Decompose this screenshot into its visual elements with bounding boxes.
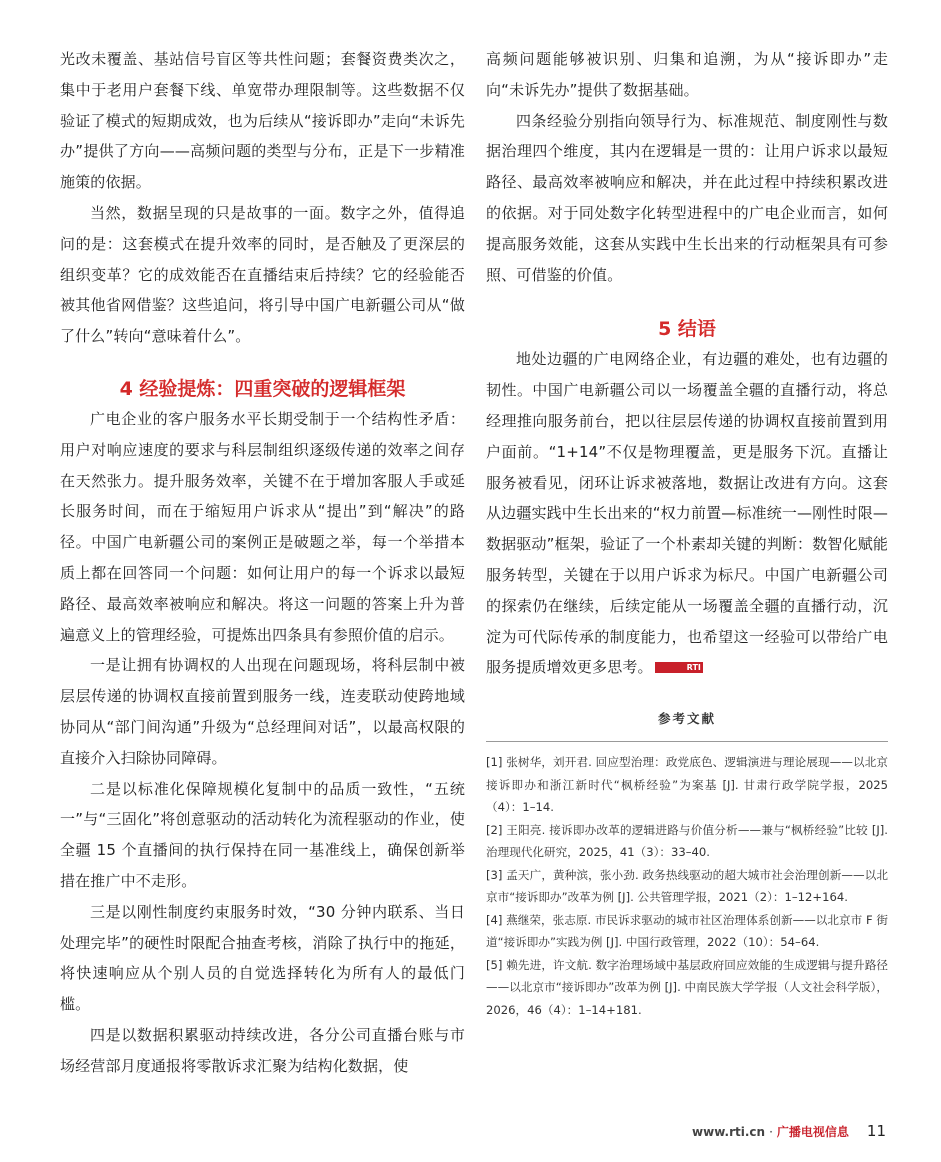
reference-item: [2] 王阳亮. 接诉即办改革的逻辑进路与价值分析——兼与“枫桥经验”比较 [J]. 治理现代化研究，2025，41（3）：33–40. [486, 822, 888, 860]
footer-site: www.rti.cn [692, 1125, 766, 1139]
page-footer [692, 1122, 886, 1140]
reference-item: [4] 燕继荣，张志原. 市民诉求驱动的城市社区治理体系创新——以北京市 F 街道“接诉即办”实践为例 [J]. 中国行政管理，2022（10）：54–64. [486, 912, 888, 950]
conclusion-text: 地处边疆的广电网络企业，有边疆的难处，也有边疆的韧性。中国广电新疆公司以一场覆盖全疆的直播行动，将总经理推向服务前台，把以往层层传递的协调权直接前置到用户面前。“1+14”不仅是物理覆盖，更是服务下沉。直播让服务被看见，闭环让诉求被落地，数据让改进有方向。这套从边疆实践中生长出来的“权力前置—标准统一—刚性时限—数据驱动”框架，验证了一个朴素却关键的判断：数智化赋能服务转型，关键在于以用户诉求为标尺。中国广电新疆公司的探索仍在继续，后续定能从一场覆盖全疆的直播行动，沉淀为可代际传承的制度能力，也希望这一经验可以带给广电服务提质增效更多思考。 [486, 350, 888, 677]
paragraph: 四是以数据积累驱动持续改进，各分公司直播台账与市场经营部月度通报将零散诉求汇聚为结构化数据，使 [60, 1025, 465, 1075]
rti-logo-icon: RTI [655, 662, 703, 673]
section-title-5: 5 结语 [658, 318, 716, 341]
paragraph: 三是以刚性制度约束服务时效，“30 分钟内联系、当日处理完毕”的硬性时限配合抽查考核，消除了执行中的拖延，将快速响应从个别人员的自觉选择转化为所有人的最低门槛。 [60, 902, 465, 1014]
references-list [486, 751, 888, 1021]
reference-item: [5] 赖先进，许文航. 数字治理场域中基层政府回应效能的生成逻辑与提升路径——以北京市“接诉即办”改革为例 [J]. 中南民族大学学报（人文社会科学版），2026，46（4）：1–14+181. [486, 957, 888, 1017]
paragraph: 广电企业的客户服务水平长期受制于一个结构性矛盾：用户对响应速度的要求与科层制组织逐级传递的效率之间存在天然张力。提升服务效率，关键不在于增加客服人手或延长服务时间，而在于缩短用户诉求从“提出”到“解决”的路径。中国广电新疆公司的案例正是破题之举，每一个举措本质上都在回答同一个问题：如何让用户的每一个诉求以最短路径、最高效率被响应和解决。将这一问题的答案上升为普遍意义上的管理经验，可提炼出四条具有参照价值的启示。 [60, 409, 465, 644]
paragraph: 高频问题能够被识别、归集和追溯，为从“接诉即办”走向“未诉先办”提供了数据基础。 [486, 50, 888, 99]
paragraph: 当然，数据呈现的只是故事的一面。数字之外，值得追问的是：这套模式在提升效率的同时，是否触及了更深层的组织变革？它的成效能否在直播结束后持续？它的经验能否被其他省网借鉴？这些追问，将引导中国广电新疆公司从“做了什么”转向“意味着什么”。 [60, 203, 465, 346]
section-title-4: 4 经验提炼：四重突破的逻辑框架 [119, 377, 406, 400]
page-number: 11 [866, 1122, 886, 1140]
references-divider [486, 741, 888, 742]
paragraph: 一是让拥有协调权的人出现在问题现场，将科层制中被层层传递的协调权直接前置到服务一线，连麦联动使跨地域协同从“部门间沟通”升级为“总经理间对话”，以最高权限的直接介入扫除协同障碍。 [60, 656, 465, 767]
conclusion-paragraph [486, 344, 888, 683]
paragraph: 光改未覆盖、基站信号盲区等共性问题；套餐资费类次之，集中于老用户套餐下线、单宽带办理限制等。这些数据不仅验证了模式的短期成效，也为后续从“接诉即办”走向“未诉先办”提供了方向——高频问题的类型与分布，正是下一步精准施策的依据。 [60, 50, 465, 192]
footer-separator: · [769, 1125, 773, 1139]
paragraph: 四条经验分别指向领导行为、标准规范、制度刚性与数据治理四个维度，其内在逻辑是一贯的：让用户诉求以最短路径、最高效率被响应和解决，并在此过程中持续积累改进的依据。对于同处数字化转型进程中的广电企业而言，如何提高服务效能，这套从实践中生长出来的行动框架具有可参照、可借鉴的价值。 [486, 111, 888, 284]
left-column [60, 44, 465, 1082]
references-title: 参考文献 [657, 711, 716, 727]
reference-item: [1] 张树华，刘开君. 回应型治理：政党底色、逻辑演进与理论展现——以北京接诉即办和浙江新时代“枫桥经验”为案基 [J]. 甘肃行政学院学报，2025（4）：1–14. [486, 755, 888, 815]
reference-item: [3] 孟天广，黄种滨，张小劲. 政务热线驱动的超大城市社会治理创新——以北京市“接诉即办”改革为例 [J]. 公共管理学报，2021（2）：1–12+164. [486, 867, 888, 905]
paragraph: 二是以标准化保障规模化复制中的品质一致性，“五统一”与“三固化”将创意驱动的活动转化为流程驱动的作业，使全疆 15 个直播间的执行保持在同一基准线上，确保创新举措在推广中不走形。 [60, 779, 465, 890]
right-column [486, 44, 888, 1021]
footer-magazine: 广播电视信息 [776, 1125, 849, 1139]
